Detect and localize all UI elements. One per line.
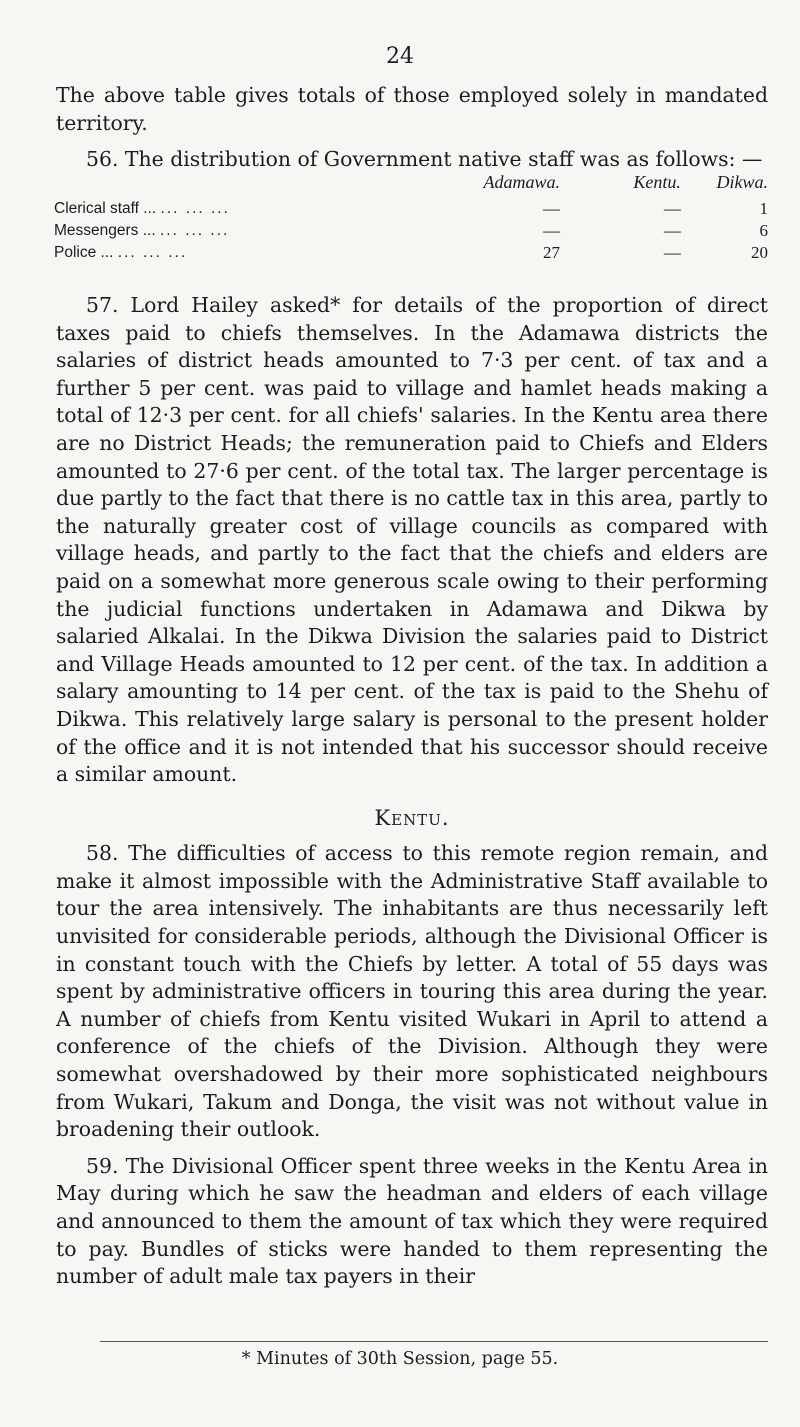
cell-adamawa: 27 — [543, 243, 560, 262]
section-heading: Kentu. — [374, 805, 450, 830]
intro-paragraph: The above table gives totals of those employed solely in mandated territory. — [56, 83, 768, 135]
cell-adamawa: — — [543, 221, 560, 240]
row-label: Police ... ... ... ... — [54, 244, 188, 261]
cell-dikwa: 20 — [751, 243, 768, 262]
table-header-row — [54, 170, 768, 198]
row-label: Clerical staff ... ... ... ... — [54, 200, 230, 217]
footnote-divider — [100, 1341, 768, 1342]
page-number: 24 — [386, 44, 414, 69]
paragraph-57: 57. Lord Hailey asked* for details of the proportion of direct taxes paid to chiefs themselves. In the Adamawa districts the salaries of district heads amounted to 7·3 per cent. of tax and a further 5 per cent. was paid to village and hamlet heads making a total of 12·3 per cent. for all chiefs' salaries. In the Kentu area there are no District Heads; the remuneration paid to Chiefs and Elders amounted to 27·6 per cent. of the total tax. The larger percentage is due partly to the fact that there is no cattle tax in this area, partly to the naturally greater cost of village councils as compared with village heads, and partly to the fact that the chiefs and elders are paid on a somewhat more generous scale owing to their performing the judicial functions undertaken in Adamawa and Dikwa by salaried Alkalai. In the Dikwa Division the salaries paid to District and Village Heads amounted to 12 per cent. of the tax. In addition a salary amounting to 14 per cent. of the tax is paid to the Shehu of Dikwa. This relatively large salary is personal to the present holder of the office and it is not intended that his successor should receive a similar amount. — [56, 293, 768, 787]
column-header-dikwa: Dikwa. — [716, 171, 768, 192]
table-corner — [54, 170, 465, 198]
row-label: Messengers ... ... ... ... — [54, 222, 230, 239]
column-header-kentu: Kentu. — [633, 171, 681, 192]
body-text — [56, 292, 768, 1300]
footnote: * Minutes of 30th Session, page 55. — [241, 1349, 559, 1369]
cell-kentu: — — [663, 199, 681, 218]
paragraph-59: 59. The Divisional Officer spent three weeks in the Kentu Area in May during which he saw the headman and elders of each village and announced to them the amount of tax which they were required to pay. Bundles of sticks were handed to them representing the number of adult male tax payers in their — [56, 1153, 768, 1289]
paragraph-58: 58. The difficulties of access to this remote region remain, and make it almost impossible with the Administrative Staff available to tour the area intensively. The inhabitants are thus necessarily left unvisited for considerable periods, although the Divisional Officer is in constant touch with the Chiefs by letter. A total of 55 days was spent by administrative officers in touring this area during the year. A number of chiefs from Kentu visited Wukari in April to attend a conference of the chiefs of the Division. Although they were somewhat overshadowed by their more sophisticated neighbours from Wukari, Takum and Donga, the visit was not without value in broadening their outlook. — [56, 841, 768, 1142]
cell-adamawa: — — [543, 199, 560, 218]
cell-kentu: — — [663, 243, 681, 262]
table-row — [54, 220, 768, 242]
cell-dikwa: 1 — [759, 199, 768, 218]
staff-distribution-table — [54, 170, 768, 264]
cell-dikwa: 6 — [759, 221, 768, 240]
column-header-adamawa: Adamawa. — [483, 171, 560, 192]
table-row — [54, 198, 768, 220]
cell-kentu: — — [663, 221, 681, 240]
table-row — [54, 242, 768, 264]
paragraph-56: 56. The distribution of Government native staff was as follows: — — [86, 147, 763, 172]
intro-block — [56, 82, 768, 183]
